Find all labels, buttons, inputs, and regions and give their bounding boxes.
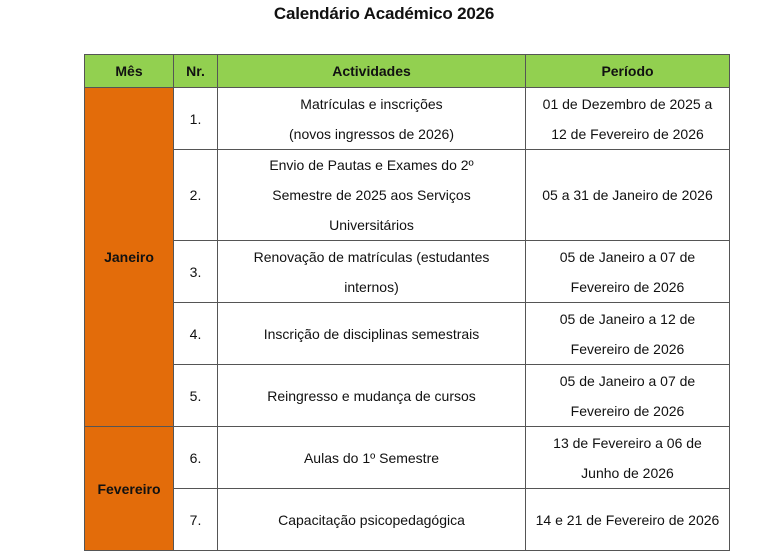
calendar-table: [84, 54, 730, 551]
activity-cell: [218, 427, 526, 489]
activity-line: internos): [344, 278, 399, 295]
activity-cell: [218, 489, 526, 551]
table-row: [85, 489, 730, 551]
period-line: 12 de Fevereiro de 2026: [551, 125, 704, 142]
activity-line: (novos ingressos de 2026): [289, 125, 454, 142]
period-cell: [526, 365, 730, 427]
activity-cell: [218, 241, 526, 303]
activity-line: Capacitação psicopedagógica: [278, 511, 465, 528]
period-line: 14 e 21 de Fevereiro de 2026: [535, 511, 720, 528]
table-row: [85, 427, 730, 489]
month-cell-janeiro: Janeiro: [85, 88, 174, 427]
activity-line: Universitários: [329, 217, 414, 233]
period-line: Fevereiro de 2026: [570, 402, 685, 419]
activity-line: Semestre de 2025 aos Serviços: [272, 187, 471, 203]
period-cell: [526, 150, 730, 241]
row-number: 1.: [174, 88, 218, 150]
period-line: Fevereiro de 2026: [570, 340, 685, 357]
period-line: 05 de Janeiro a 07 de: [559, 248, 696, 265]
header-month: Mês: [85, 55, 174, 88]
activity-cell: [218, 150, 526, 241]
activity-line: Matrículas e inscrições: [300, 95, 443, 112]
period-line: Junho de 2026: [581, 464, 674, 481]
row-number: 3.: [174, 241, 218, 303]
table-row: [85, 150, 730, 241]
period-cell: [526, 489, 730, 551]
period-line: 05 de Janeiro a 12 de: [559, 310, 696, 327]
activity-cell: [218, 365, 526, 427]
activity-line: Renovação de matrículas (estudantes: [253, 248, 490, 265]
period-cell: [526, 303, 730, 365]
period-line: 01 de Dezembro de 2025 a: [542, 95, 713, 112]
period-cell: [526, 427, 730, 489]
activity-line: Inscrição de disciplinas semestrais: [263, 325, 480, 342]
period-line: 13 de Fevereiro a 06 de: [553, 434, 702, 451]
table-row: [85, 88, 730, 150]
header-nr: Nr.: [174, 55, 218, 88]
page-title: Calendário Académico 2026: [273, 4, 495, 23]
activity-cell: [218, 303, 526, 365]
header-activity: Actividades: [218, 55, 526, 88]
row-number: 4.: [174, 303, 218, 365]
month-cell-fevereiro: Fevereiro: [85, 427, 174, 551]
period-line: Fevereiro de 2026: [570, 278, 685, 295]
period-line: 05 a 31 de Janeiro de 2026: [542, 187, 713, 203]
row-number: 7.: [174, 489, 218, 551]
row-number: 6.: [174, 427, 218, 489]
table-row: [85, 365, 730, 427]
period-cell: [526, 241, 730, 303]
table-header-row: [85, 55, 730, 88]
period-line: 05 de Janeiro a 07 de: [559, 372, 696, 389]
table-row: [85, 241, 730, 303]
table-row: [85, 303, 730, 365]
activity-line: Reingresso e mudança de cursos: [267, 387, 476, 404]
activity-cell: [218, 88, 526, 150]
period-cell: [526, 88, 730, 150]
header-period: Período: [526, 55, 730, 88]
activity-line: Envio de Pautas e Exames do 2º: [269, 157, 474, 173]
row-number: 2.: [174, 150, 218, 241]
row-number: 5.: [174, 365, 218, 427]
activity-line: Aulas do 1º Semestre: [303, 449, 440, 466]
